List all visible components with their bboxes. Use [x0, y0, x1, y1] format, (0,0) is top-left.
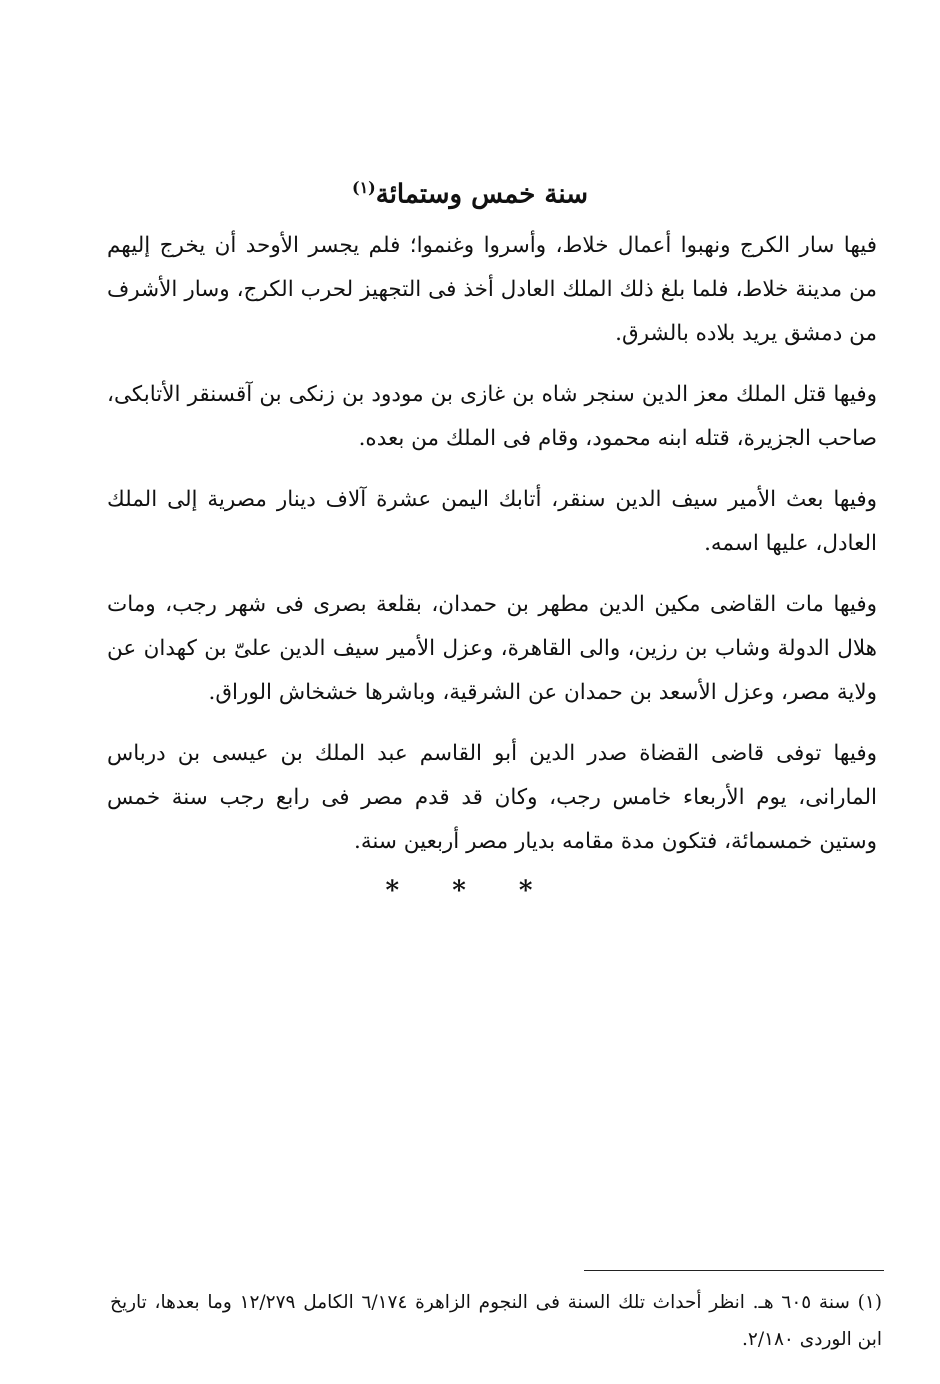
footnote: (١) سنة ٦٠٥ هـ. انظر أحداث تلك السنة فى النجوم الزاهرة ٦/١٧٤ الكامل ١٢/٢٧٩ وما بعدها، تاريخ ابن الوردى ٢/١٨٠.: [110, 1292, 882, 1350]
paragraph-karaj-raid: فيها سار الكرج ونهبوا أعمال خلاط، وأسروا وغنموا؛ فلم يجسر الأوحد أن يخرج إليهم من مدينة خلاط، فلما بلغ ذلك الملك العادل أخذ فى التجهيز لحرب الكرج، وسار الأشرف من دمشق يريد بلاده بالشرق.: [107, 233, 877, 346]
section-separator: * * *: [385, 876, 555, 906]
paragraph-sunqur-gift: وفيها بعث الأمير سيف الدين سنقر، أتابك اليمن عشرة آلاف دينار مصرية إلى الملك العادل، عليها اسمه.: [107, 487, 877, 556]
body-text: [107, 224, 877, 881]
section-heading: [0, 168, 940, 215]
heading-title: سنة خمس وستمائة: [375, 179, 588, 210]
paragraph-deaths-and-dismissals: وفيها مات القاضى مكين الدين مطهر بن حمدان، بقلعة بصرى فى شهر رجب، ومات هلال الدولة وشاب بن رزين، والى القاهرة، وعزل الأمير سيف الدين علىّ بن كهدان عن ولاية مصر، وعزل الأسعد بن حمدان عن الشرقية، وباشرها خشخاش الوراق.: [107, 592, 877, 705]
paragraph-sanjar-shah-killed: وفيها قتل الملك معز الدين سنجر شاه بن غازى بن مودود بن زنكى بن آقسنقر الأتابكى، صاحب الجزيرة، قتله ابنه محمود، وقام فى الملك من بعده.: [107, 382, 877, 451]
footnote-marker: (١): [352, 178, 376, 197]
footnote-rule: [584, 1270, 884, 1271]
paragraph-chief-judge-death: وفيها توفى قاضى القضاة صدر الدين أبو القاسم عبد الملك بن عيسى بن درباس المارانى، يوم الأربعاء خامس رجب، وكان قد قدم مصر فى رابع رجب سنة خمس وستين خمسمائة، فتكون مدة مقامه بديار مصر أربعين سنة.: [107, 741, 877, 854]
